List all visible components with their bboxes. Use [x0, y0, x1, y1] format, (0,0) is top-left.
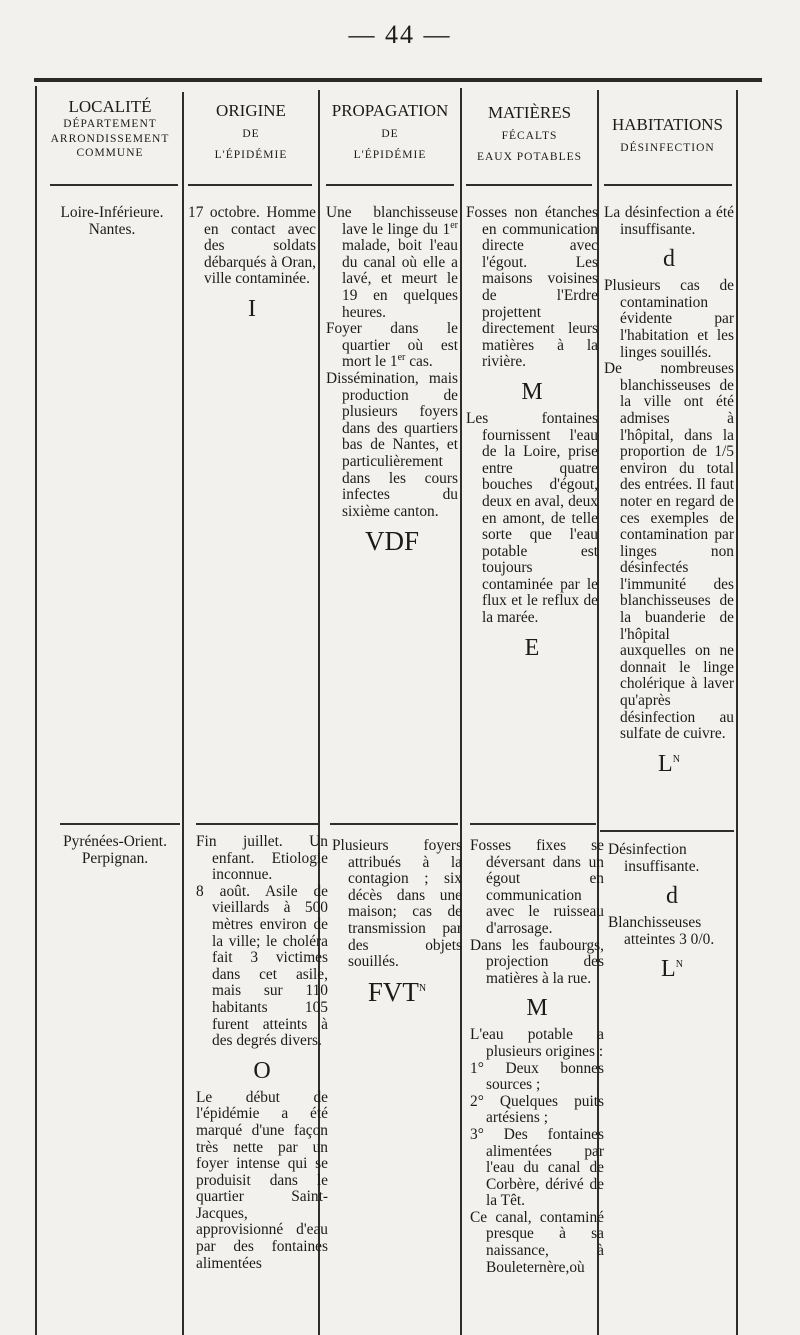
- row2-matieres-p4: Ce canal, contaminé presque à sa naissance, à Bouleternère,où: [470, 1208, 604, 1276]
- header-localite: [38, 96, 182, 160]
- header-origine-sub1: DE: [242, 128, 260, 141]
- row-rule: [330, 823, 458, 825]
- row1-origine-text: 17 octobre. Homme en contact avec des soldats débarqués à Oran, ville contaminée.: [188, 204, 316, 288]
- row2-matieres: [470, 838, 604, 1276]
- row2-matieres-l1: 1° Deux bonnes sources ;: [470, 1059, 604, 1094]
- row1-propagation-p3: Dissémination, mais production de plusieurs foyers dans des quartiers bas de Nantes, et particulièrement dans les cours infectes du sixième canton.: [326, 369, 458, 520]
- row2-propagation: [332, 838, 462, 1011]
- row-rule: [60, 823, 180, 825]
- row2-habitations-mark1: d: [666, 883, 678, 910]
- header-rule: [326, 184, 454, 186]
- header-matieres-sub1: FÉCALTS: [501, 130, 558, 143]
- row1-propagation-p1: Une blanchisseuse lave le linge du 1er malade, boit l'eau du canal où elle a lavé, et meurt le 19 en quelques heures.: [326, 204, 458, 321]
- header-propagation-sub1: DE: [381, 128, 399, 141]
- header-origine-title: ORIGINE: [216, 101, 286, 120]
- column-rule: [460, 88, 462, 1335]
- row1-habitations-p3: De nombreuses blanchisseuses de la ville ont été admises à l'hôpital, dans la proportion de 1/5 environ du total des entrées. Il faut noter en regard de ces exemples de contamination par linges non désinfectés l'immunité des blanchisseuses de la buanderie de l'hôpital auxquelles on ne donnait le linge cholérique à laver qu'après désinfection au sulfate de cuivre.: [604, 360, 734, 743]
- row2-matieres-l2: 2° Quelques puits artésiens ;: [470, 1092, 604, 1127]
- header-habitations-sub1: DÉSINFECTION: [620, 142, 715, 155]
- row1-matieres-p1: Fosses non étanches en communication directe avec l'égout. Les maisons voisines de l'Erdre projettent directement leurs matières à la rivière.: [466, 204, 598, 371]
- header-origine-sub2: L'ÉPIDÉMIE: [214, 148, 288, 161]
- page-number: — 44 —: [348, 20, 452, 49]
- row-rule: [470, 823, 596, 825]
- header-propagation-sub2: L'ÉPIDÉMIE: [353, 148, 427, 161]
- row2-matieres-l3: 3° Des fontaines alimentées par l'eau du canal de Corbère, dérivé de la Têt.: [470, 1125, 604, 1210]
- header-rule: [604, 184, 732, 186]
- row2-propagation-mark: $FVT^N$: [367, 976, 427, 1007]
- row1-habitations-mark2: $L^N$: [658, 750, 680, 777]
- row1-matieres-mark2: E: [524, 634, 540, 661]
- row1-commune: Nantes.: [88, 220, 136, 238]
- header-rule: [466, 184, 592, 186]
- column-rule: [35, 86, 37, 1335]
- row1-habitations-p2: Plusieurs cas de contamination évidente par l'habitation et les linges souillés.: [604, 277, 734, 361]
- row2-origine-mark: O: [253, 1057, 271, 1084]
- row-rule: [600, 830, 734, 832]
- row1-habitations-p1: La désinfection a été insuffisante.: [604, 204, 734, 238]
- row1-habitations: [604, 205, 734, 783]
- header-propagation-title: PROPAGATION: [331, 101, 449, 120]
- row2-origine-p1: Fin juillet. Un enfant. Etiologie inconnue.: [196, 833, 328, 884]
- row1-propagation-p2: Foyer dans le quartier où est mort le 1er cas.: [326, 320, 458, 371]
- row2-origine-p2: 8 août. Asile de vieillards à 500 mètres environ de la ville; le choléra fait 3 victimes dans cet asile, mais sur 110 habitants 105 furent atteints à des degrés divers.: [196, 882, 328, 1050]
- row1-matieres-p2: Les fontaines fournissent l'eau de la Loire, prise entre quatre bouches d'égout, deux en aval, deux en amont, de telle sorte que l'eau potable est toujours contaminée par le flux et le reflux de la marée.: [466, 409, 598, 627]
- header-rule: [188, 184, 312, 186]
- row2-matieres-p2: Dans les faubourgs, projection des matières à la rue.: [470, 936, 604, 987]
- column-rule: [736, 90, 738, 1335]
- row2-matieres-p1: Fosses fixes se déversant dans un égout en communication avec le ruisseau d'arrosage.: [470, 837, 604, 937]
- row2-localite: [40, 834, 190, 867]
- row2-habitations-mark2: $L^N$: [661, 956, 683, 983]
- column-rule: [182, 92, 184, 1335]
- row1-propagation: [326, 205, 458, 560]
- header-localite-title: LOCALITÉ: [68, 97, 152, 116]
- row1-matieres: [466, 205, 598, 667]
- row2-matieres-p3: L'eau potable a plusieurs origines :: [470, 1026, 604, 1060]
- row2-origine: [196, 834, 328, 1272]
- header-localite-sub2: ARRONDISSEMENT: [50, 132, 170, 145]
- header-localite-sub3: COMMUNE: [76, 147, 144, 159]
- row1-habitations-mark1: d: [663, 246, 675, 273]
- table-top-rule: [34, 78, 762, 82]
- row2-commune: Perpignan.: [81, 849, 149, 867]
- row1-propagation-mark: VDF: [364, 526, 419, 557]
- header-matieres: [462, 102, 597, 164]
- row1-origine-mark: I: [248, 295, 256, 322]
- header-matieres-title: MATIÈRES: [487, 103, 572, 122]
- row2-habitations-p2: Blanchisseuses atteintes 3 0/0.: [608, 914, 715, 948]
- header-habitations-title: HABITATIONS: [611, 115, 724, 134]
- row-rule: [196, 823, 318, 825]
- row2-matieres-mark: M: [526, 995, 548, 1022]
- row1-localite: [40, 205, 184, 238]
- header-origine: [184, 100, 318, 162]
- row2-habitations-p1: Désinfection insuffisante.: [608, 841, 700, 875]
- header-localite-sub1: DÉPARTEMENT: [63, 118, 157, 131]
- header-rule: [50, 184, 178, 186]
- row1-matieres-mark1: M: [521, 378, 543, 405]
- header-matieres-sub2: EAUX POTABLES: [476, 150, 583, 163]
- row1-departement: Loire-Inférieure.: [60, 204, 164, 221]
- header-propagation: [320, 100, 460, 162]
- row2-habitations: [608, 842, 736, 988]
- header-habitations: [599, 114, 736, 156]
- row1-origine: [188, 205, 316, 328]
- row2-origine-p3: Le début de l'épidémie a été marqué d'une façon très nette par un foyer intense qui se produisit dans le quartier Saint-Jacques, approvisionné d'eau par des fontaines alimentées: [196, 1088, 328, 1272]
- row2-propagation-p1: Plusieurs foyers attribués à la contagion ; six décès dans une maison; cas de transmission par des objets souillés.: [332, 837, 462, 971]
- row2-departement: Pyrénées-Orient.: [63, 833, 167, 850]
